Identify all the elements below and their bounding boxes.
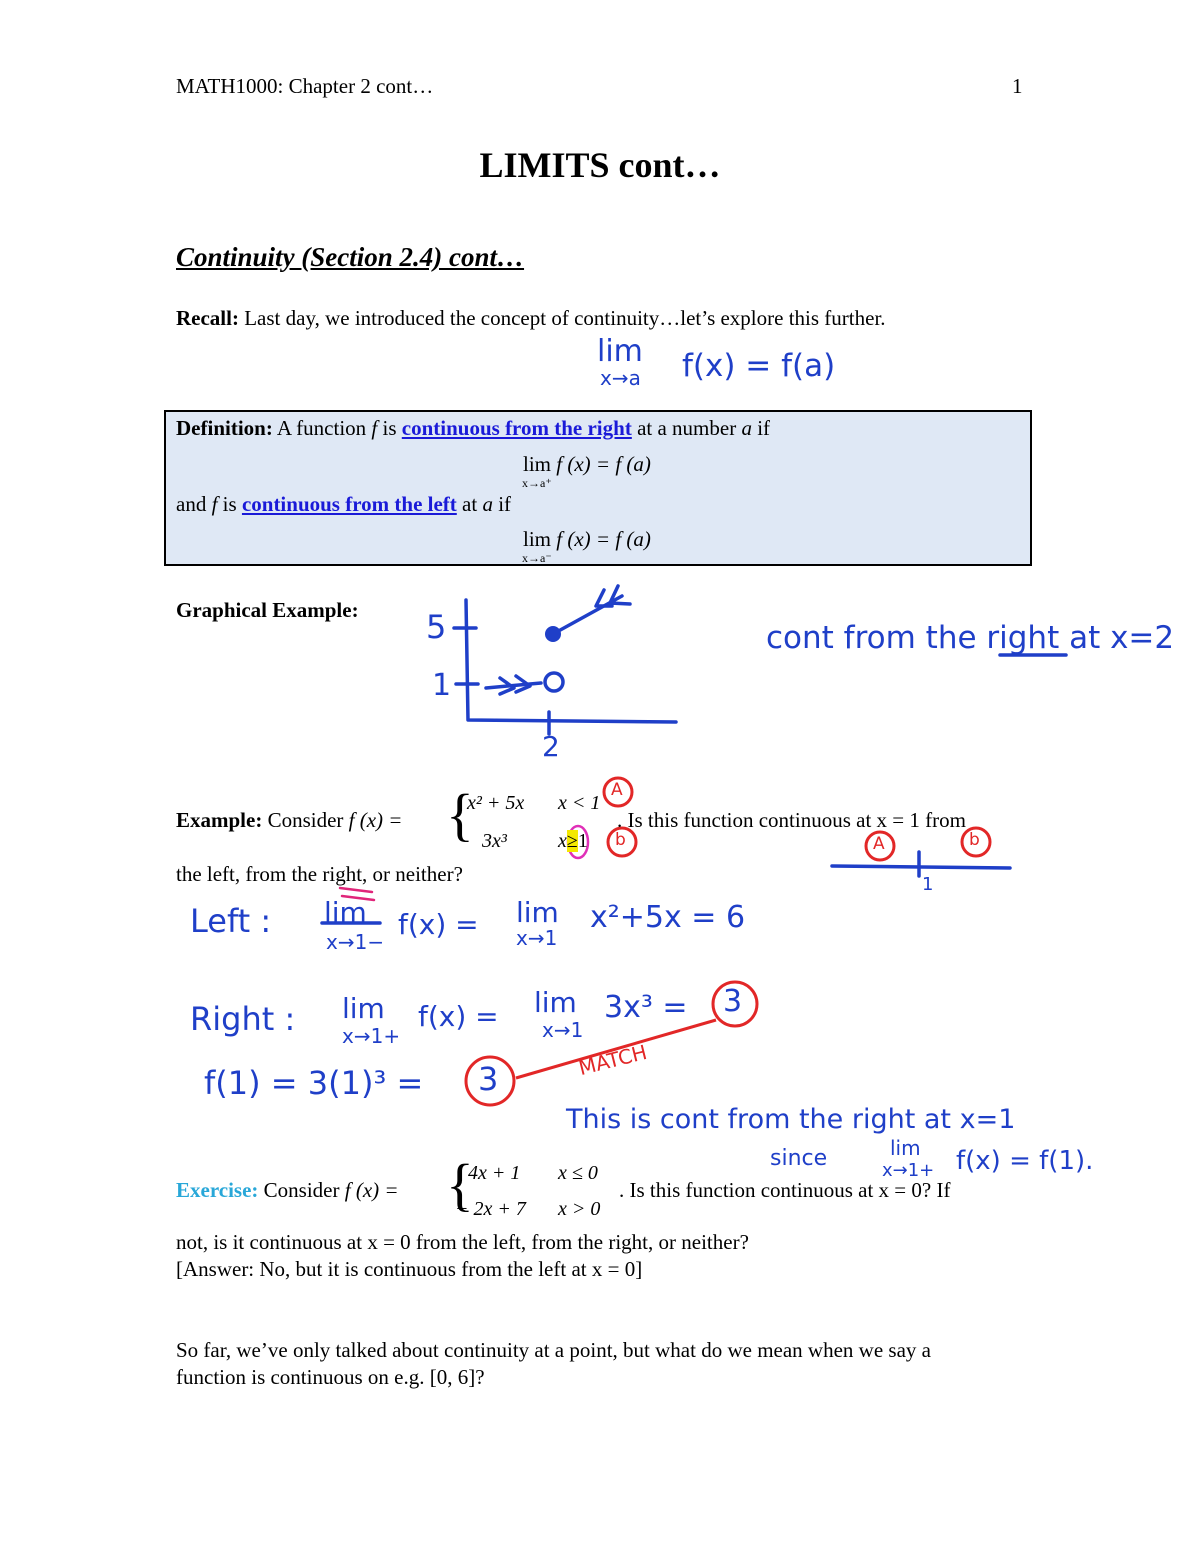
exercise-brace: { [446, 1152, 474, 1217]
definition-text: at a number [631, 416, 742, 440]
numberline-b: b [969, 830, 980, 850]
exercise-case2-cond: x > 0 [558, 1198, 601, 1220]
definition-text: is [377, 416, 402, 440]
left-lim: lim [324, 896, 367, 929]
right-label: Right : [190, 1000, 296, 1038]
left-lim-2: lim [516, 896, 559, 929]
circle-a-top-letter: A [611, 780, 623, 800]
exercise-line [176, 1178, 399, 1203]
cond-1: 1 [577, 830, 588, 852]
exercise-label: Exercise: [176, 1178, 259, 1202]
conclusion-line1: This is cont from the right at x=1 [566, 1104, 1016, 1135]
closing-line-1: So far, we’ve only talked about continuity at a point, but what do we mean when we say a [176, 1338, 931, 1362]
symbol-f: f [211, 492, 218, 516]
page-number: 1 [1012, 74, 1023, 98]
example-fx: f (x) = [348, 808, 403, 832]
definition-text: at [456, 492, 483, 516]
continuous-right-link[interactable]: continuous from the right [401, 416, 632, 440]
definition-text: if [751, 416, 771, 440]
symbol-f: f [371, 416, 378, 440]
lim-symbol: lim [523, 527, 552, 551]
exercise-case1-cond: x ≤ 0 [558, 1162, 598, 1184]
conclusion-lim: lim [890, 1136, 921, 1160]
exercise-text: Consider [258, 1178, 345, 1202]
recall-hand-eq: f(x) = f(a) [682, 348, 836, 384]
definition-text: is [217, 492, 242, 516]
conclusion-lim-sub: x→1+ [882, 1160, 935, 1181]
graph-closed-dot [545, 626, 561, 642]
match-label: MATCH [576, 1039, 650, 1081]
right-lim: lim [342, 992, 385, 1025]
definition-label: Definition: [176, 416, 273, 440]
recall-hand-sub: x→a [600, 366, 641, 390]
recall-hand-lim: lim [597, 334, 643, 369]
right-rhs: 3x³ = [604, 990, 688, 1025]
exercise-answer: [Answer: No, but it is continuous from the left at x = 0] [176, 1257, 643, 1281]
left-label: Left : [190, 902, 272, 940]
example-brace: { [446, 782, 474, 847]
right-expr: f(x) = [418, 1000, 499, 1033]
example-case2-expr: 3x³ [482, 830, 507, 852]
left-lim-sub: x→1− [326, 930, 385, 954]
running-header: MATH1000: Chapter 2 cont… [176, 74, 434, 98]
graph-open-circle [545, 673, 563, 691]
example-line [176, 808, 402, 833]
exercise-line-2: not, is it continuous at x = 0 from the left, from the right, or neither? [176, 1230, 749, 1254]
graph-axes [466, 600, 676, 722]
graph-label-2: 2 [542, 730, 560, 763]
example-question-2: the left, from the right, or neither? [176, 862, 463, 886]
f1-expr: f(1) = 3(1)³ = [204, 1064, 424, 1102]
graph-label-5: 5 [426, 608, 447, 646]
exercise-question: . Is this function continuous at x = 0? If [619, 1178, 951, 1202]
closing-line-2: function is continuous on e.g. [0, 6]? [176, 1365, 485, 1389]
recall-label: Recall: [176, 306, 239, 330]
exercise-fx: f (x) = [344, 1178, 399, 1202]
limit-equation: f (x) = f (a) [551, 452, 651, 476]
example-question: . Is this function continuous at x = 1 from [617, 808, 966, 832]
numberline-a: A [873, 834, 885, 854]
numberline-1: 1 [922, 874, 934, 895]
definition-text: and [176, 492, 212, 516]
conclusion-since: since [770, 1146, 828, 1171]
exercise-case1-expr: 4x + 1 [468, 1162, 521, 1184]
symbol-a: a [741, 416, 752, 440]
cond-geq: ≥ [566, 830, 578, 852]
conclusion-eq: f(x) = f(1). [956, 1146, 1094, 1176]
left-expr: f(x) = [398, 908, 479, 941]
right-lim-2-sub: x→1 [542, 1018, 584, 1042]
example-case1-expr: x² + 5x [467, 792, 525, 814]
right-lim-2: lim [534, 986, 577, 1019]
graph-note: cont from the right at x=2 [766, 620, 1175, 656]
example-case1-cond: x < 1 [558, 792, 601, 814]
graph-label-1: 1 [432, 668, 452, 703]
example-label: Example: [176, 808, 263, 832]
example-case2-cond [558, 830, 588, 853]
lim-symbol: lim [523, 452, 552, 476]
f1-result: 3 [478, 1060, 499, 1098]
number-line [832, 866, 1010, 868]
graphical-example-label: Graphical Example: [176, 598, 359, 622]
circle-b-top-letter: b [615, 830, 626, 850]
right-limit-sub: x→a⁺ [522, 476, 552, 490]
left-rhs: x²+5x = 6 [590, 900, 746, 935]
right-result: 3 [723, 984, 743, 1019]
symbol-a: a [482, 492, 493, 516]
limit-equation: f (x) = f (a) [551, 527, 651, 551]
exercise-case2-expr: − 2x + 7 [455, 1198, 526, 1220]
recall-text: Last day, we introduced the concept of continuity…let’s explore this further. [238, 306, 886, 330]
example-text: Consider [262, 808, 349, 832]
definition-text: A function [272, 416, 372, 440]
page-title: LIMITS cont… [479, 145, 721, 185]
definition-text: if [492, 492, 512, 516]
right-lim-sub: x→1+ [342, 1024, 401, 1048]
continuous-left-link[interactable]: continuous from the left [241, 492, 457, 516]
left-lim-2-sub: x→1 [516, 926, 558, 950]
section-heading: Continuity (Section 2.4) cont… [176, 242, 525, 272]
left-limit-sub: x→a⁻ [522, 551, 552, 565]
graph-arrowheads [596, 586, 630, 606]
cond-x: x [558, 830, 567, 852]
